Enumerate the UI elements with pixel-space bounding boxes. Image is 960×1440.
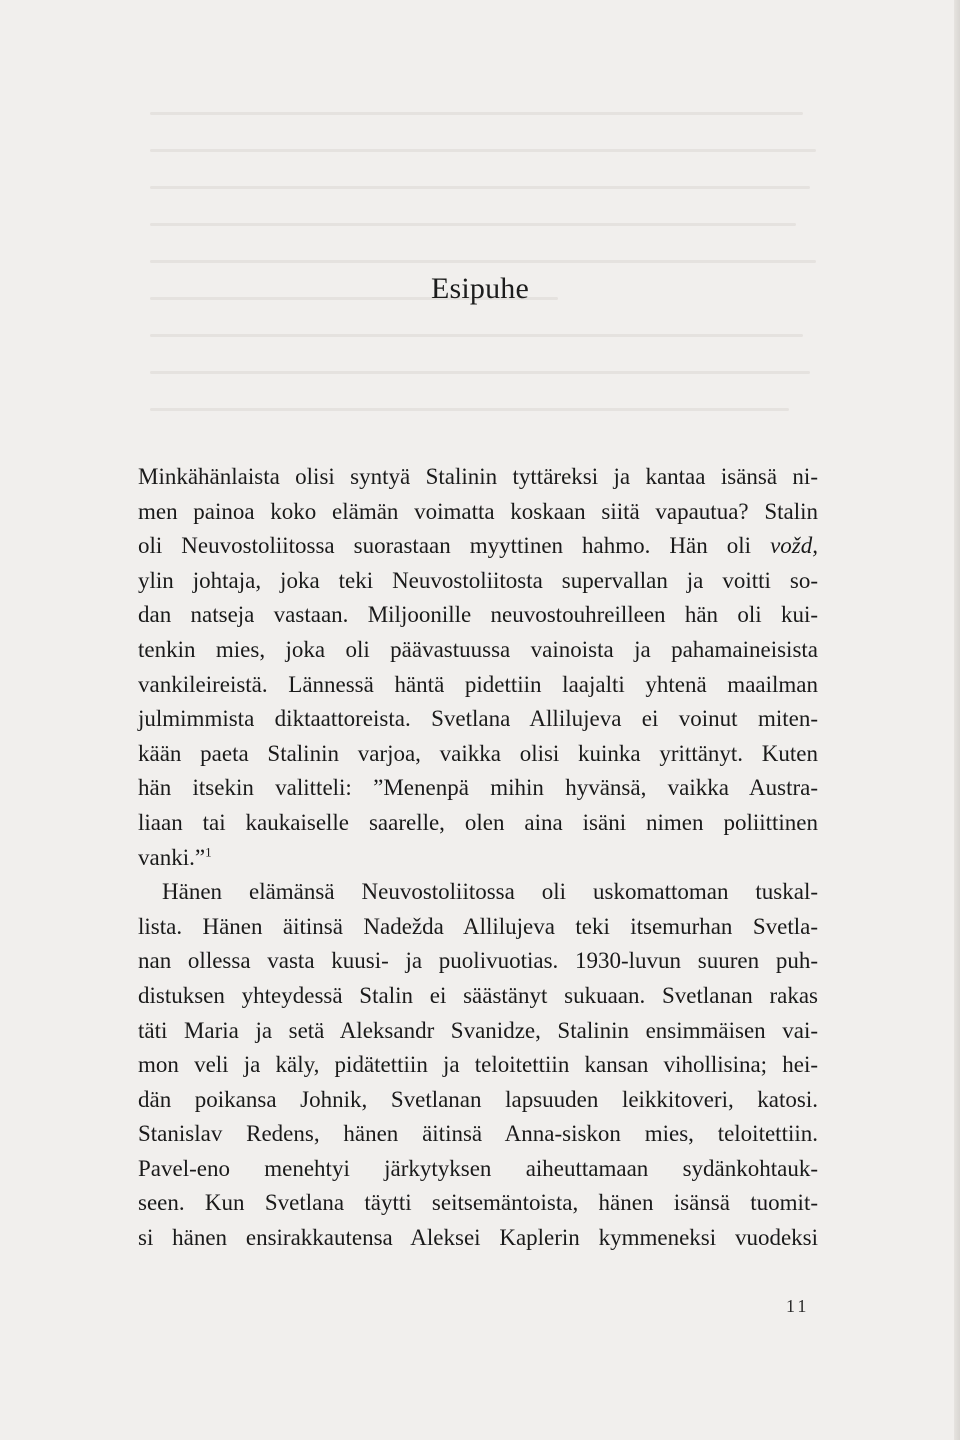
text-line: men painoa koko elämän voimatta koskaan siitä vapautua? Stalin (138, 498, 818, 524)
scan-edge (954, 0, 960, 1440)
text-line: Stanislav Redens, hänen äitinsä Anna-siskon mies, teloitettiin. (138, 1121, 818, 1147)
ghost-line (150, 260, 816, 263)
text-line: dan natseja vastaan. Miljoonille neuvostouhreilleen hän oli kui- (138, 602, 818, 628)
text-line: ylin johtaja, joka teki Neuvostoliitosta supervallan ja voitti so- (138, 567, 818, 593)
text-segment: vanki.” (138, 844, 206, 870)
chapter-title: Esipuhe (430, 272, 530, 305)
text-line: liaan tai kaukaiselle saarelle, olen aina isäni nimen poliittinen (138, 809, 818, 835)
text-line: mon veli ja käly, pidätettiin ja teloitettiin kansan vihollisina; hei- (138, 1052, 818, 1078)
text-line: julmimmista diktaattoreista. Svetlana Allilujeva ei voinut miten- (138, 706, 818, 732)
italic-word: vožd, (770, 533, 819, 559)
text-line: hän itsekin valitteli: ”Menenpä mihin hyvänsä, vaikka Austra- (138, 775, 818, 801)
text-line: Minkähänlaista olisi syntyä Stalinin tyttäreksi ja kantaa isänsä ni- (138, 464, 818, 489)
body-text (138, 460, 818, 1256)
text-line: dän poikansa Johnik, Svetlanan lapsuuden leikkitoveri, katosi. (138, 1086, 818, 1112)
ghost-line (150, 408, 789, 411)
text-line: vankileireistä. Lännessä häntä pidettiin laajalti yhtenä maailman (138, 671, 818, 697)
text-line: lista. Hänen äitinsä Nadežda Allilujeva teki itsemurhan Svetla- (138, 913, 818, 939)
text-line: seen. Kun Svetlana täytti seitsemäntoista, hänen isänsä tuomit- (138, 1190, 818, 1216)
ghost-line (150, 186, 810, 189)
page-number: 11 (786, 1296, 810, 1316)
text-line: tenkin mies, joka oli päävastuussa vainoista ja pahamaineisista (138, 636, 818, 662)
text-line: si hänen ensirakkautensa Aleksei Kaplerin kymmeneksi vuodeksi (138, 1225, 818, 1251)
text-line: Pavel-eno menehtyi järkytyksen aiheuttamaan sydänkohtauk- (138, 1155, 818, 1181)
ghost-line (150, 112, 803, 115)
ghost-line (150, 371, 810, 374)
ghost-line (150, 149, 816, 152)
text-line: kään paeta Stalinin varjoa, vaikka olisi kuinka yrittänyt. Kuten (138, 740, 818, 766)
ghost-line (150, 334, 803, 337)
text-line: nan ollessa vasta kuusi- ja puolivuotias. 1930-luvun suuren puh- (138, 948, 818, 974)
text-line (138, 841, 818, 876)
footnote-mark: 1 (205, 843, 212, 859)
text-segment: oli Neuvostoliitossa suorastaan myyttinen hahmo. Hän oli (138, 533, 752, 559)
ghost-line (150, 223, 796, 226)
text-line: Hänen elämänsä Neuvostoliitossa oli uskomattoman tuskal- (162, 879, 818, 905)
text-line (138, 529, 818, 564)
text-line: distuksen yhteydessä Stalin ei säästänyt sukuaan. Svetlanan rakas (138, 982, 818, 1008)
text-line: täti Maria ja setä Aleksandr Svanidze, Stalinin ensimmäisen vai- (138, 1017, 818, 1043)
